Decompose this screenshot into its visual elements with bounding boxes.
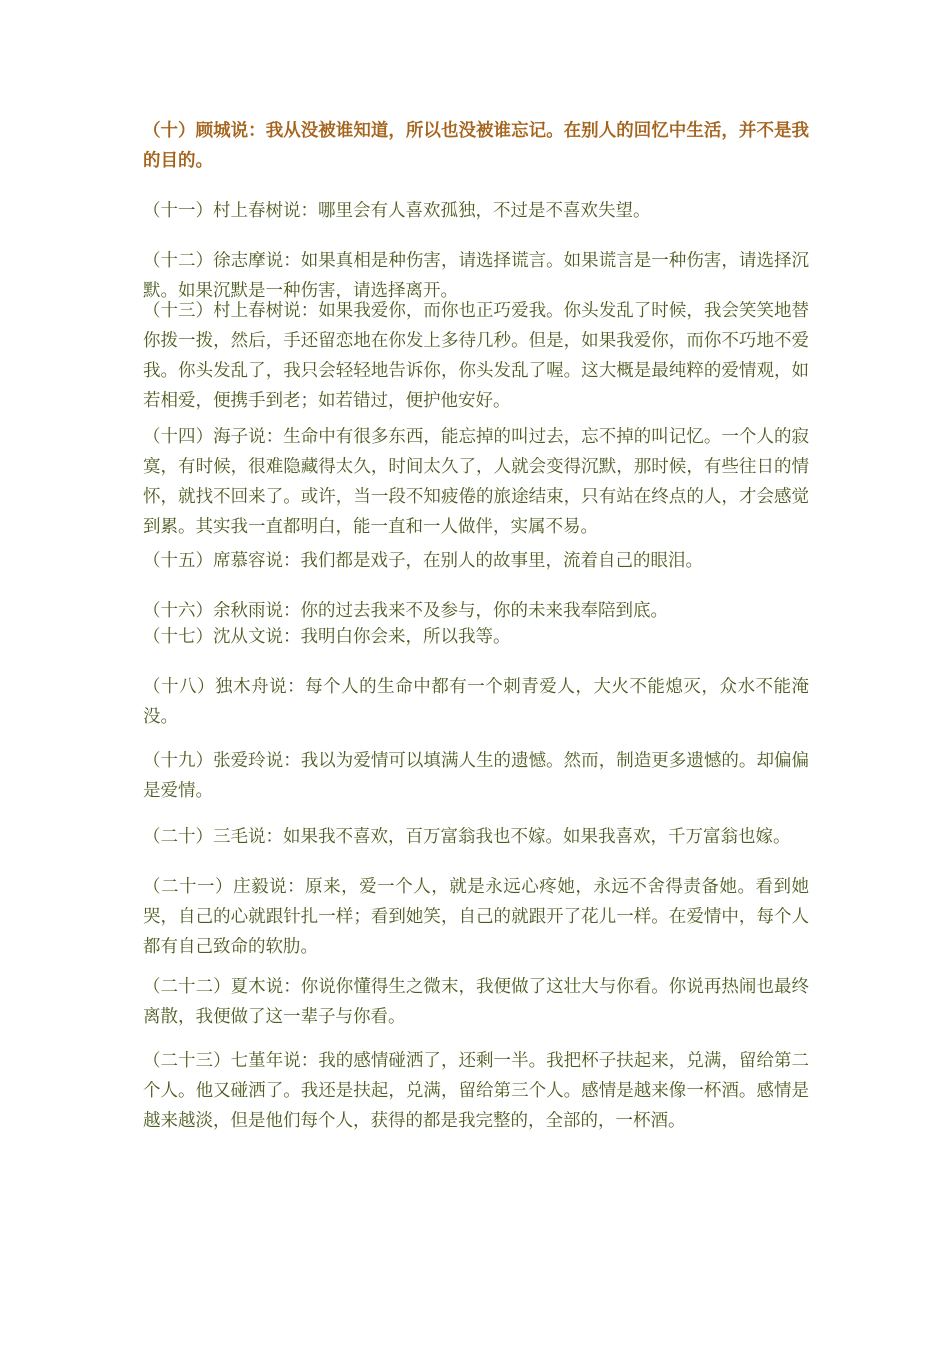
quote-20: （二十）三毛说：如果我不喜欢，百万富翁我也不嫁。如果我喜欢，千万富翁也嫁。 [143, 827, 791, 847]
quote-21: （二十一）庄毅说：原来，爱一个人，就是永远心疼她，永远不舍得责备她。看到她哭，自己的心就跟针扎一样；看到她笑，自己的就跟开了花儿一样。在爱情中，每个人都有自己致命的软肋。 [143, 877, 809, 957]
quote-18: （十八）独木舟说：每个人的生命中都有一个刺青爱人，大火不能熄灭，众水不能淹没。 [143, 677, 809, 727]
quote-11: （十一）村上春树说：哪里会有人喜欢孤独，不过是不喜欢失望。 [143, 201, 651, 221]
quote-10: （十）顾城说：我从没被谁知道，所以也没被谁忘记。在别人的回忆中生活，并不是我的目的。 [143, 121, 809, 171]
quote-16: （十六）余秋雨说：你的过去我来不及参与，你的未来我奉陪到底。 [143, 601, 668, 621]
quote-17: （十七）沈从文说：我明白你会来，所以我等。 [143, 627, 511, 647]
quote-19: （十九）张爱玲说：我以为爱情可以填满人生的遗憾。然而，制造更多遗憾的。却偏偏是爱情。 [143, 751, 809, 801]
quote-23: （二十三）七堇年说：我的感情碰洒了，还剩一半。我把杯子扶起来，兑满，留给第二个人。他又碰洒了。我还是扶起，兑满，留给第三个人。感情是越来像一杯酒。感情是越来越淡，但是他们每个人，获得的都是我完整的，全部的，一杯酒。 [143, 1051, 809, 1131]
quote-22: （二十二）夏木说：你说你懂得生之微末，我便做了这壮大与你看。你说再热闹也最终离散，我便做了这一辈子与你看。 [143, 977, 809, 1027]
quote-14: （十四）海子说：生命中有很多东西，能忘掉的叫过去，忘不掉的叫记忆。一个人的寂寞，有时候，很难隐藏得太久，时间太久了，人就会变得沉默，那时候，有些往日的情怀，就找不回来了。或许，当一段不知疲倦的旅途结束，只有站在终点的人，才会感觉到累。其实我一直都明白，能一直和一人做伴，实属不易。 [143, 427, 809, 537]
quote-12: （十二）徐志摩说：如果真相是种伤害，请选择谎言。如果谎言是一种伤害，请选择沉默。如果沉默是一种伤害，请选择离开。 [143, 251, 809, 301]
quote-15: （十五）席慕容说：我们都是戏子，在别人的故事里，流着自己的眼泪。 [143, 551, 703, 571]
quote-13: （十三）村上春树说：如果我爱你，而你也正巧爱我。你头发乱了时候，我会笑笑地替你拨一拨，然后，手还留恋地在你发上多待几秒。但是，如果我爱你，而你不巧地不爱我。你头发乱了，我只会轻轻地告诉你，你头发乱了喔。这大概是最纯粹的爱情观，如若相爱，便携手到老；如若错过，便护他安好。 [143, 301, 809, 411]
